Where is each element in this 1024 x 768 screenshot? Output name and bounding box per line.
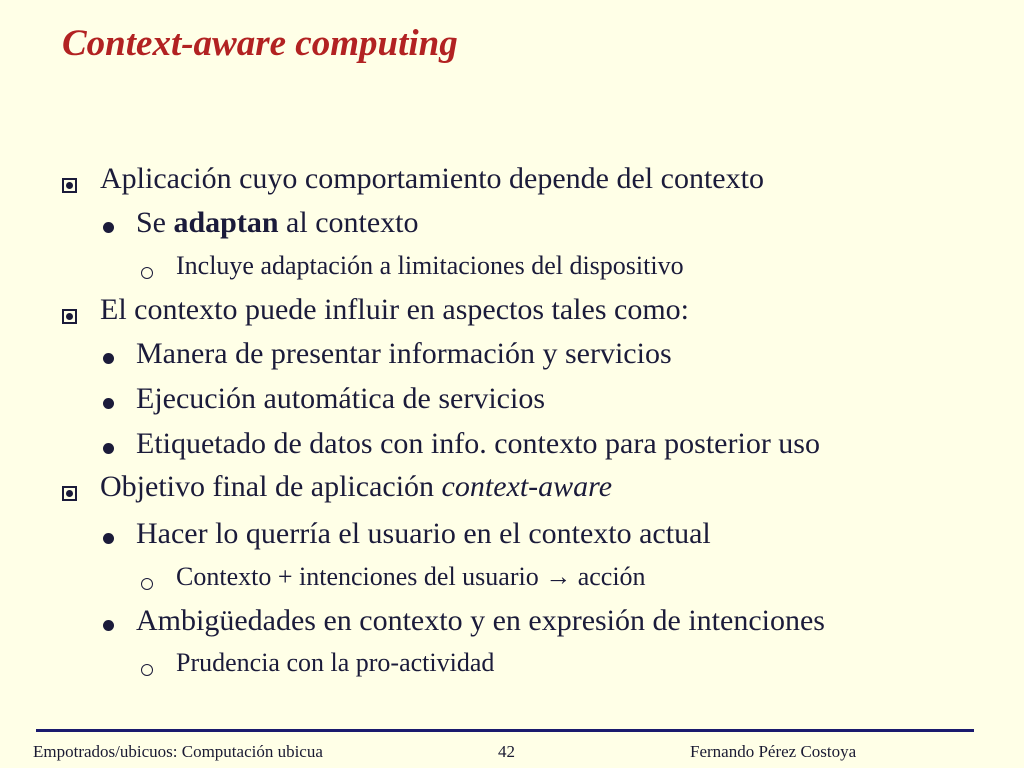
bullet-text-level-3: Prudencia con la pro-actividad <box>176 648 495 677</box>
bullet-text-level-1: Objetivo final de aplicación context-aware <box>100 470 613 503</box>
dot-bullet-icon <box>103 353 114 364</box>
circle-bullet-icon <box>141 267 153 279</box>
dot-bullet-icon <box>103 398 114 409</box>
bullet-text-level-2: Ejecución automática de servicios <box>136 382 545 415</box>
bullet-text-level-2: Hacer lo querría el usuario en el contexto actual <box>136 517 711 550</box>
dot-bullet-icon <box>103 443 114 454</box>
square-bullet-icon <box>62 309 77 324</box>
dot-bullet-icon <box>103 222 114 233</box>
bullet-text-level-2: Etiquetado de datos con info. contexto para posterior uso <box>136 427 820 460</box>
footer-page-number: 42 <box>498 742 515 761</box>
circle-bullet-icon <box>141 664 153 676</box>
square-bullet-icon <box>62 178 77 193</box>
footer-course-title: Empotrados/ubicuos: Computación ubicua <box>33 742 323 761</box>
bullet-text-level-1: Aplicación cuyo comportamiento depende del contexto <box>100 162 764 195</box>
dot-bullet-icon <box>103 533 114 544</box>
bullet-text-level-3: Contexto + intenciones del usuario → acción <box>176 562 646 591</box>
footer-author: Fernando Pérez Costoya <box>690 742 857 761</box>
circle-bullet-icon <box>141 578 153 590</box>
square-bullet-icon <box>62 486 77 501</box>
bullet-text-level-2: Ambigüedades en contexto y en expresión de intenciones <box>136 604 825 637</box>
bullet-text-level-1: El contexto puede influir en aspectos tales como: <box>100 293 689 326</box>
bullet-text-level-2: Se adaptan al contexto <box>136 206 419 239</box>
dot-bullet-icon <box>103 620 114 631</box>
footer-divider <box>36 729 974 732</box>
bullet-text-level-3: Incluye adaptación a limitaciones del dispositivo <box>176 251 684 280</box>
bullet-text-level-2: Manera de presentar información y servicios <box>136 337 672 370</box>
slide-title: Context-aware computing <box>62 23 458 64</box>
